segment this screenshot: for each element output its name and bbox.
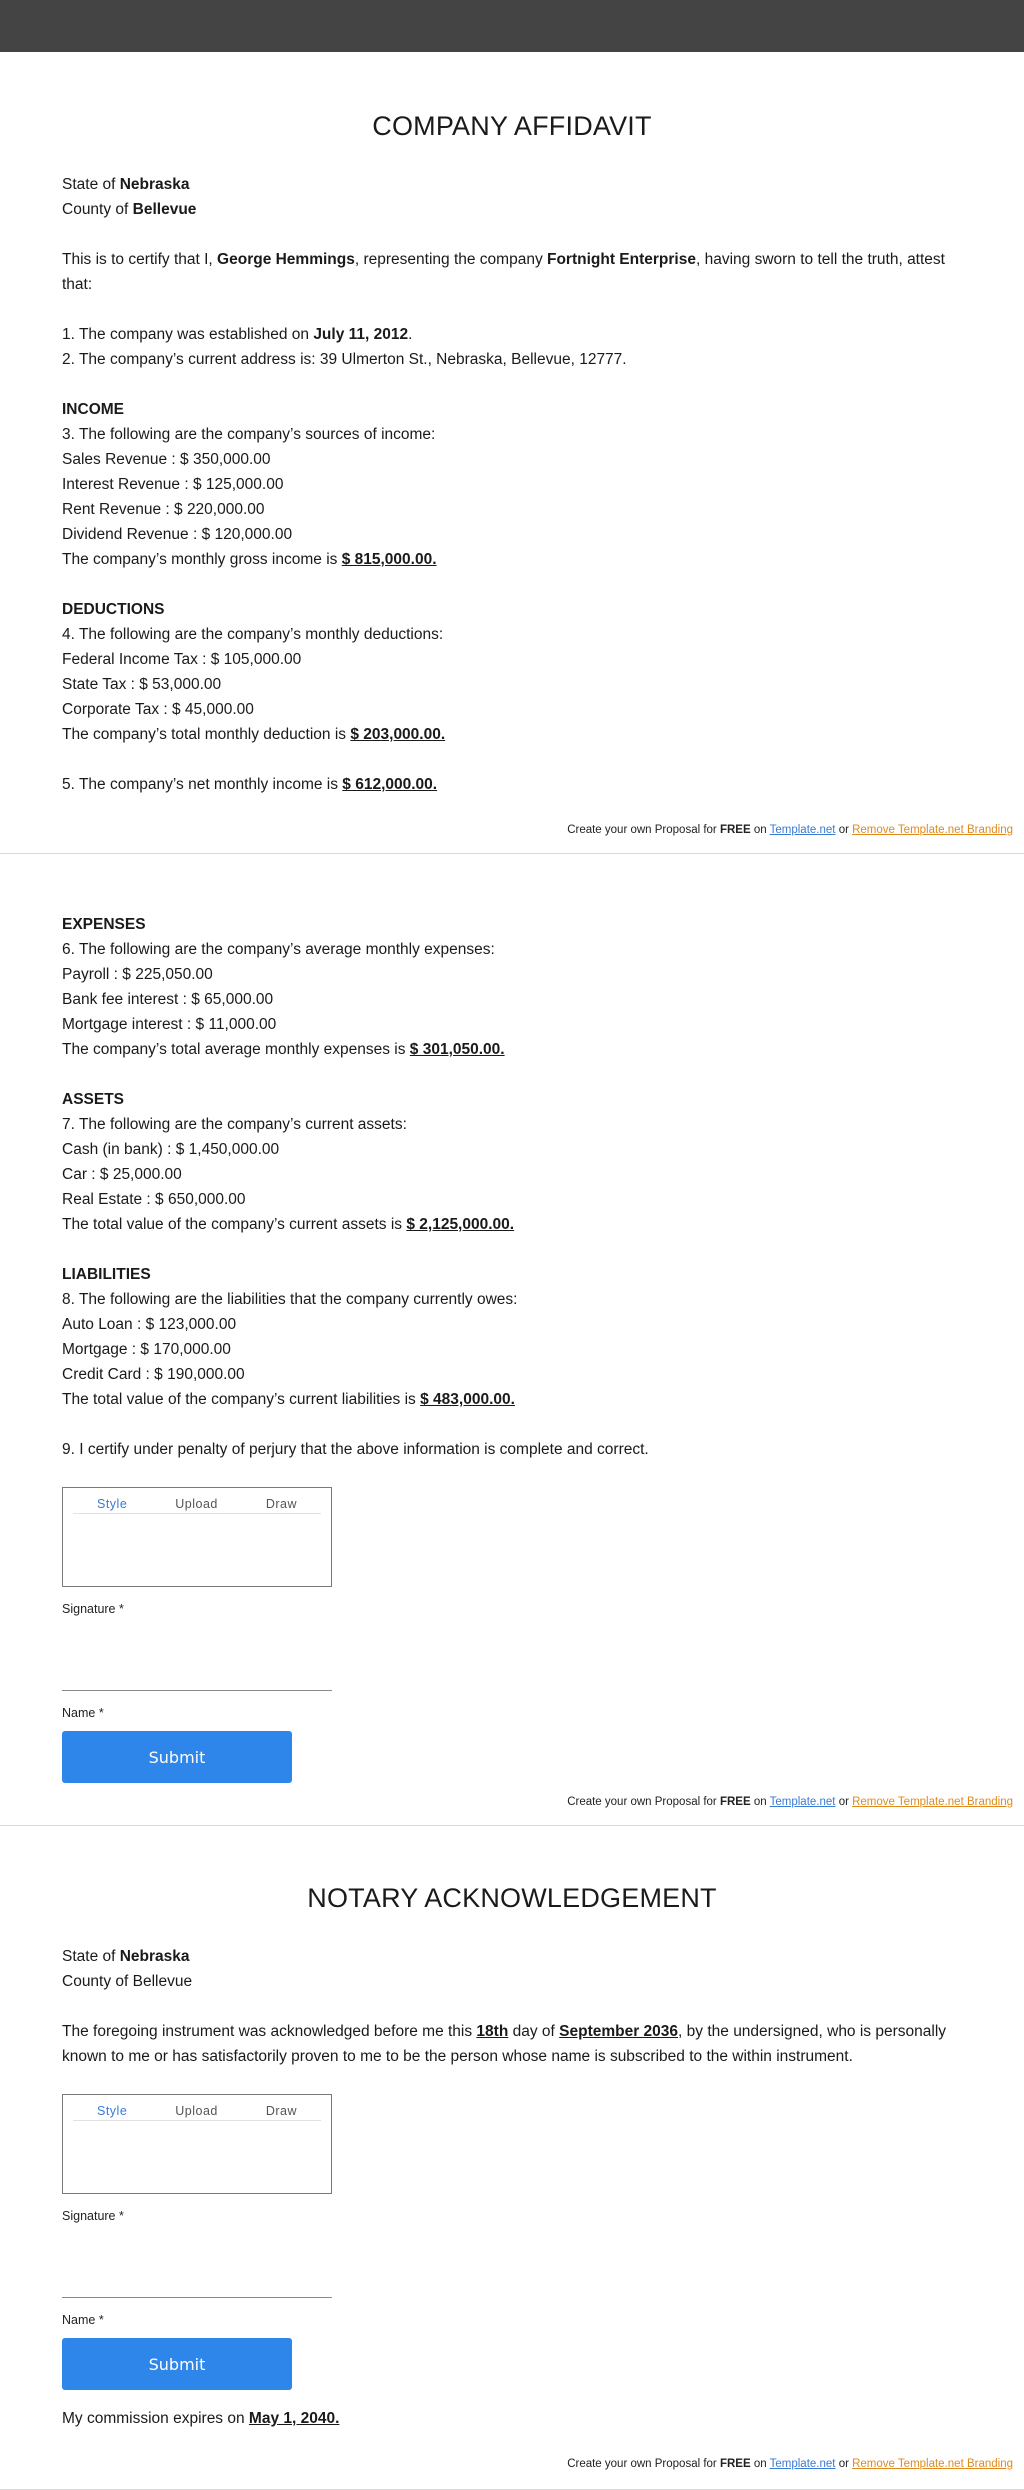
- name-label: Name *: [62, 2313, 104, 2327]
- expenses-heading: EXPENSES: [62, 916, 146, 933]
- perjury-statement: 9. I certify under penalty of perjury that the above information is complete and correct.: [62, 1441, 649, 1458]
- asset-line: Real Estate : $ 650,000.00: [62, 1191, 246, 1208]
- expense-line: Bank fee interest : $ 65,000.00: [62, 991, 274, 1008]
- net-income: 5. The company’s net monthly income is $ 612,000.00.: [62, 776, 438, 793]
- liabilities-heading: LIABILITIES: [62, 1266, 151, 1283]
- tab-draw[interactable]: Draw: [265, 2104, 298, 2118]
- county-line: County of Bellevue: [62, 201, 197, 218]
- expense-line: Mortgage interest : $ 11,000.00: [62, 1016, 277, 1033]
- remove-branding-link[interactable]: Remove Template.net Branding: [852, 824, 1013, 836]
- liabilities-total: The total value of the company’s current liabilities is $ 483,000.00.: [62, 1391, 515, 1408]
- income-line: Rent Revenue : $ 220,000.00: [62, 501, 265, 518]
- template-net-link[interactable]: Template.net: [769, 1796, 836, 1808]
- tab-draw[interactable]: Draw: [265, 1497, 298, 1511]
- notary-submit-button[interactable]: Submit: [62, 2338, 292, 2390]
- branding-footer: Create your own Proposal for FREE on Template.net or Remove Template.net Branding: [567, 824, 1013, 836]
- notary-county-line: County of Bellevue: [62, 1973, 193, 1990]
- acknowledgement-statement: The foregoing instrument was acknowledged before me this 18th day of September 2036, by the undersigned, who is personally known to me or has satisfactorily proven to me to be the person whose name is subscribed to the within instrument.: [62, 2023, 947, 2065]
- submit-button[interactable]: Submit: [62, 1731, 292, 1783]
- top-bar: [0, 0, 1024, 52]
- deduction-line: Federal Income Tax : $ 105,000.00: [62, 651, 302, 668]
- notary-title: NOTARY ACKNOWLEDGEMENT: [307, 1883, 717, 1913]
- deductions-intro: 4. The following are the company’s monthly deductions:: [62, 626, 444, 643]
- signature-pad[interactable]: [62, 1487, 332, 1587]
- state-line: State of Nebraska: [62, 176, 190, 193]
- remove-branding-link[interactable]: Remove Template.net Branding: [852, 2458, 1013, 2470]
- assets-total: The total value of the company’s current assets is $ 2,125,000.00.: [62, 1216, 515, 1233]
- name-label: Name *: [62, 1706, 104, 1720]
- signature-tabs: [73, 1492, 321, 1514]
- income-line: Dividend Revenue : $ 120,000.00: [62, 526, 293, 543]
- page-title: COMPANY AFFIDAVIT: [372, 111, 652, 141]
- liabilities-intro: 8. The following are the liabilities that the company currently owes:: [62, 1291, 518, 1308]
- deductions-total: The company’s total monthly deduction is $ 203,000.00.: [62, 726, 446, 743]
- asset-line: Cash (in bank) : $ 1,450,000.00: [62, 1141, 280, 1158]
- item-established: 1. The company was established on July 11, 2012.: [62, 326, 413, 343]
- signature-label: Signature *: [62, 2209, 124, 2223]
- name-input[interactable]: [62, 1653, 332, 1691]
- assets-intro: 7. The following are the company’s current assets:: [62, 1116, 407, 1133]
- liability-line: Mortgage : $ 170,000.00: [62, 1341, 231, 1358]
- income-line: Interest Revenue : $ 125,000.00: [62, 476, 284, 493]
- tab-style[interactable]: Style: [96, 1497, 128, 1511]
- branding-footer: Create your own Proposal for FREE on Template.net or Remove Template.net Branding: [567, 1796, 1013, 1808]
- deductions-heading: DEDUCTIONS: [62, 601, 165, 618]
- signature-label: Signature *: [62, 1602, 124, 1616]
- item-address: 2. The company’s current address is: 39 Ulmerton St., Nebraska, Bellevue, 12777.: [62, 351, 627, 368]
- template-net-link[interactable]: Template.net: [769, 2458, 836, 2470]
- liability-line: Auto Loan : $ 123,000.00: [62, 1316, 237, 1333]
- notary-state-line: State of Nebraska: [62, 1948, 190, 1965]
- affidavit-content: [62, 111, 962, 797]
- deduction-line: Corporate Tax : $ 45,000.00: [62, 701, 254, 718]
- tab-upload[interactable]: Upload: [175, 2104, 218, 2118]
- expenses-total: The company’s total average monthly expenses is $ 301,050.00.: [62, 1041, 505, 1058]
- branding-footer: Create your own Proposal for FREE on Template.net or Remove Template.net Branding: [567, 2458, 1013, 2470]
- assets-heading: ASSETS: [62, 1091, 125, 1108]
- certify-statement: This is to certify that I, George Hemmings, representing the company Fortnight Enterprise, having sworn to tell the truth, attest that:: [62, 251, 945, 293]
- remove-branding-link[interactable]: Remove Template.net Branding: [852, 1796, 1013, 1808]
- commission-expiry: My commission expires on May 1, 2040.: [62, 2410, 340, 2427]
- document-page-1: [0, 52, 1024, 854]
- template-net-link[interactable]: Template.net: [769, 824, 836, 836]
- income-total: The company’s monthly gross income is $ 815,000.00.: [62, 551, 437, 568]
- tab-style[interactable]: Style: [96, 2104, 128, 2118]
- income-line: Sales Revenue : $ 350,000.00: [62, 451, 271, 468]
- signature-tabs: [73, 2099, 321, 2121]
- income-heading: INCOME: [62, 401, 124, 418]
- document-page-2: [0, 854, 1024, 1826]
- liability-line: Credit Card : $ 190,000.00: [62, 1366, 245, 1383]
- tab-upload[interactable]: Upload: [175, 1497, 218, 1511]
- asset-line: Car : $ 25,000.00: [62, 1166, 182, 1183]
- affidavit-content-continued: [62, 912, 962, 1783]
- notary-content: [62, 1883, 962, 2431]
- deduction-line: State Tax : $ 53,000.00: [62, 676, 222, 693]
- notary-name-input[interactable]: [62, 2260, 332, 2298]
- expense-line: Payroll : $ 225,050.00: [62, 966, 213, 983]
- notary-signature-pad[interactable]: [62, 2094, 332, 2194]
- expenses-intro: 6. The following are the company’s average monthly expenses:: [62, 941, 495, 958]
- document-page-3: [0, 1826, 1024, 2490]
- income-intro: 3. The following are the company’s sources of income:: [62, 426, 436, 443]
